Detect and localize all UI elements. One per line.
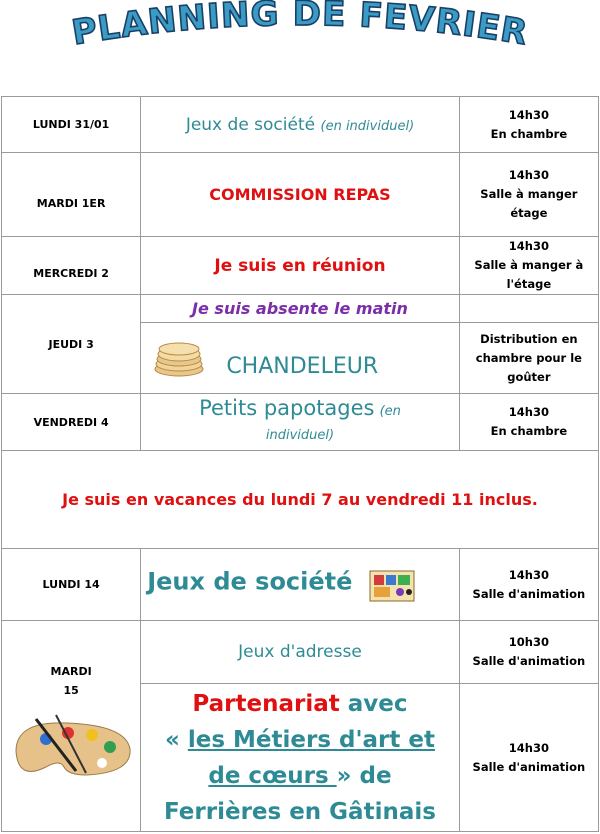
activity-cell <box>141 394 460 451</box>
place-label: l'étage <box>506 277 552 291</box>
activity-note: (en <box>379 404 401 419</box>
holiday-banner: Je suis en vacances du lundi 7 au vendredi 11 inclus. <box>2 451 599 549</box>
quote-close: » de <box>336 762 392 789</box>
activity-cell: Je suis absente le matin <box>141 295 460 323</box>
partnership-cell <box>141 684 460 832</box>
place-label: En chambre <box>490 424 568 438</box>
activity-label: Jeux de société <box>185 114 316 135</box>
table-row <box>2 237 599 295</box>
page-title <box>0 0 600 75</box>
place-label: En chambre <box>490 126 568 141</box>
svg-text:PLANNING DE FEVRIER <box>69 0 531 53</box>
table-row <box>2 295 599 323</box>
table-row <box>2 394 599 451</box>
partner-line: Ferrières en Gâtinais <box>164 798 436 825</box>
time-label: 14h30 <box>508 168 549 182</box>
activity-label: Jeux de société <box>147 567 353 595</box>
day-label: MARDI 1ER <box>36 197 106 210</box>
place-label: Salle d'animation <box>472 759 586 774</box>
partner-word: Partenariat <box>192 690 340 717</box>
table-row <box>2 451 599 549</box>
activity-note: individuel) <box>265 428 335 443</box>
partner-line <box>141 758 459 794</box>
day-cell: VENDREDI 4 <box>2 394 141 451</box>
time-cell <box>459 621 598 684</box>
partner-link[interactable]: de cœurs <box>208 762 337 789</box>
activity-cell: COMMISSION REPAS <box>141 153 460 237</box>
time-label: 10h30 <box>508 635 549 649</box>
activity-cell: Jeux d'adresse <box>141 621 460 684</box>
place-label: Distribution en <box>480 331 578 346</box>
crepes-image <box>153 337 205 379</box>
place-label: goûter <box>507 369 551 384</box>
time-label: 14h30 <box>508 107 549 122</box>
table-row <box>2 97 599 153</box>
table-row <box>2 153 599 237</box>
time-cell <box>459 237 598 295</box>
place-label: étage <box>510 206 548 220</box>
place-label: Salle à manger <box>480 187 578 201</box>
time-cell <box>459 323 598 394</box>
activity-label: Petits papotages <box>199 396 375 420</box>
partner-line <box>141 686 459 722</box>
place-label: chambre pour le <box>475 350 582 365</box>
time-cell <box>459 549 598 621</box>
table-row <box>2 549 599 621</box>
chandeleur-label: CHANDELEUR <box>226 353 379 379</box>
planning-table <box>1 96 599 832</box>
day-label: 15 <box>63 684 79 697</box>
board-games-image <box>368 565 416 605</box>
time-label: 14h30 <box>508 567 549 582</box>
day-cell <box>2 621 141 832</box>
day-label: MERCREDI 2 <box>33 267 109 280</box>
time-label: 14h30 <box>508 405 549 419</box>
time-cell <box>459 394 598 451</box>
place-label: Salle d'animation <box>472 654 586 668</box>
activity-cell <box>141 549 460 621</box>
palette-image <box>6 711 136 783</box>
time-cell <box>459 684 598 832</box>
day-cell: LUNDI 31/01 <box>2 97 141 153</box>
empty-cell <box>459 295 598 323</box>
activity-note: (en individuel) <box>320 118 415 134</box>
time-cell <box>459 153 598 237</box>
activity-cell <box>141 97 460 153</box>
partner-line <box>141 722 459 758</box>
partner-avec: avec <box>339 690 408 717</box>
day-label: MARDI <box>50 665 92 678</box>
quote-open: « <box>164 726 188 753</box>
place-label: Salle à manger à <box>474 258 584 272</box>
place-label: Salle d'animation <box>472 586 586 601</box>
day-cell: JEUDI 3 <box>2 295 141 394</box>
partner-link[interactable]: les Métiers d'art et <box>187 726 435 753</box>
time-cell <box>459 97 598 153</box>
time-label: 14h30 <box>508 239 549 253</box>
activity-cell: Je suis en réunion <box>141 237 460 295</box>
day-cell <box>2 153 141 237</box>
activity-cell <box>141 323 460 394</box>
day-cell <box>2 237 141 295</box>
time-label: 14h30 <box>508 740 549 755</box>
table-row <box>2 621 599 684</box>
page-title-text: PLANNING DE FEVRIER <box>69 0 531 54</box>
day-cell: LUNDI 14 <box>2 549 141 621</box>
